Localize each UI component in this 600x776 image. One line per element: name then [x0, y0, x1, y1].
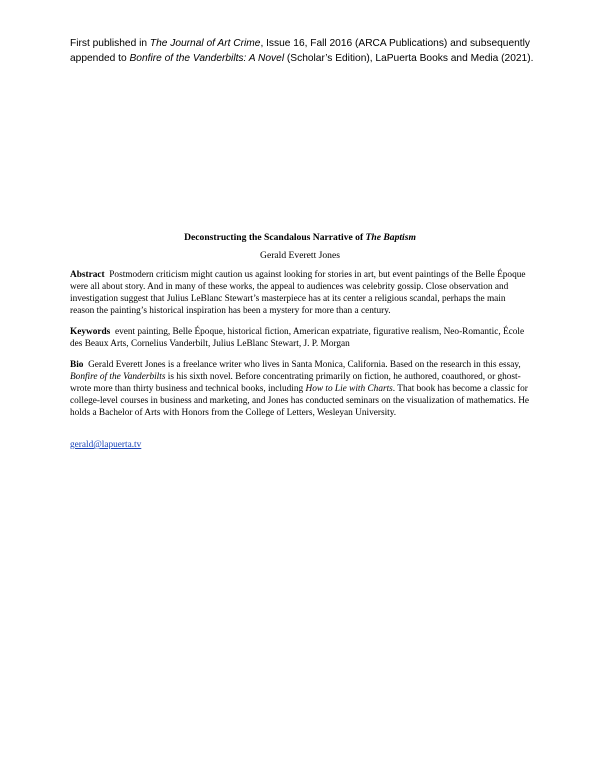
- abstract-text: Postmodern criticism might caution us against looking for stories in art, but event paintings of the Belle Époque were all about story. And in many of these works, the appeal to audiences was celebrity gossip. Close observation and investigation suggest that Julius LeBlanc Stewart’s masterpiece has at its center a religious scandal, perhaps the main reason the painting’s historical inspiration has been a mystery for more than a century.: [70, 270, 526, 317]
- abstract-label: Abstract: [70, 270, 105, 280]
- abstract-section: [70, 269, 532, 317]
- novel-title: Bonfire of the Vanderbilts: A Novel: [129, 53, 285, 64]
- publication-note-text: First published in: [70, 38, 150, 49]
- bio-book-title: How to Lie with Charts: [305, 384, 393, 395]
- publication-note-text: (Scholar’s Edition), LaPuerta Books and Media (2021).: [284, 53, 534, 64]
- bio-text: Gerald Everett Jones is a freelance writer who lives in Santa Monica, California. Based on the research in this essay,: [88, 360, 521, 370]
- bio-novel-title: Bonfire of the Vanderbilts: [70, 372, 166, 383]
- email-link[interactable]: gerald@lapuerta.tv: [70, 440, 142, 450]
- journal-name: The Journal of Art Crime: [149, 38, 261, 49]
- keywords-label: Keywords: [70, 327, 111, 337]
- publication-note: [70, 36, 540, 66]
- article-title: [70, 232, 530, 243]
- bio-section: [70, 359, 532, 419]
- bio-label: Bio: [70, 360, 84, 370]
- article-title-main: Deconstructing the Scandalous Narrative of: [184, 232, 366, 243]
- article-title-italic: The Baptism: [365, 232, 416, 243]
- publication-note-text: , Issue 16, Fall 2016 (ARCA Publications) and subsequently appended to: [70, 38, 530, 64]
- keywords-text: event painting, Belle Époque, historical fiction, American expatriate, figurative realism, Neo-Romantic, École des Beaux Arts, Cornelius Vanderbilt, Julius LeBlanc Stewart, J. P. Morgan: [70, 327, 525, 350]
- author-name: Gerald Everett Jones: [260, 250, 340, 261]
- bio-text: . That book has become a classic for college-level courses in business and marketing, and Jones has conducted seminars on the visualization of mathematics. He holds a Bachelor of Arts with Honors from the College of Letters, Wesleyan University.: [70, 384, 530, 419]
- bio-text: is his sixth novel. Before concentrating primarily on fiction, he authored, coauthored, or ghost-wrote more than thirty business and technical books, including: [70, 372, 521, 395]
- keywords-section: [70, 326, 532, 350]
